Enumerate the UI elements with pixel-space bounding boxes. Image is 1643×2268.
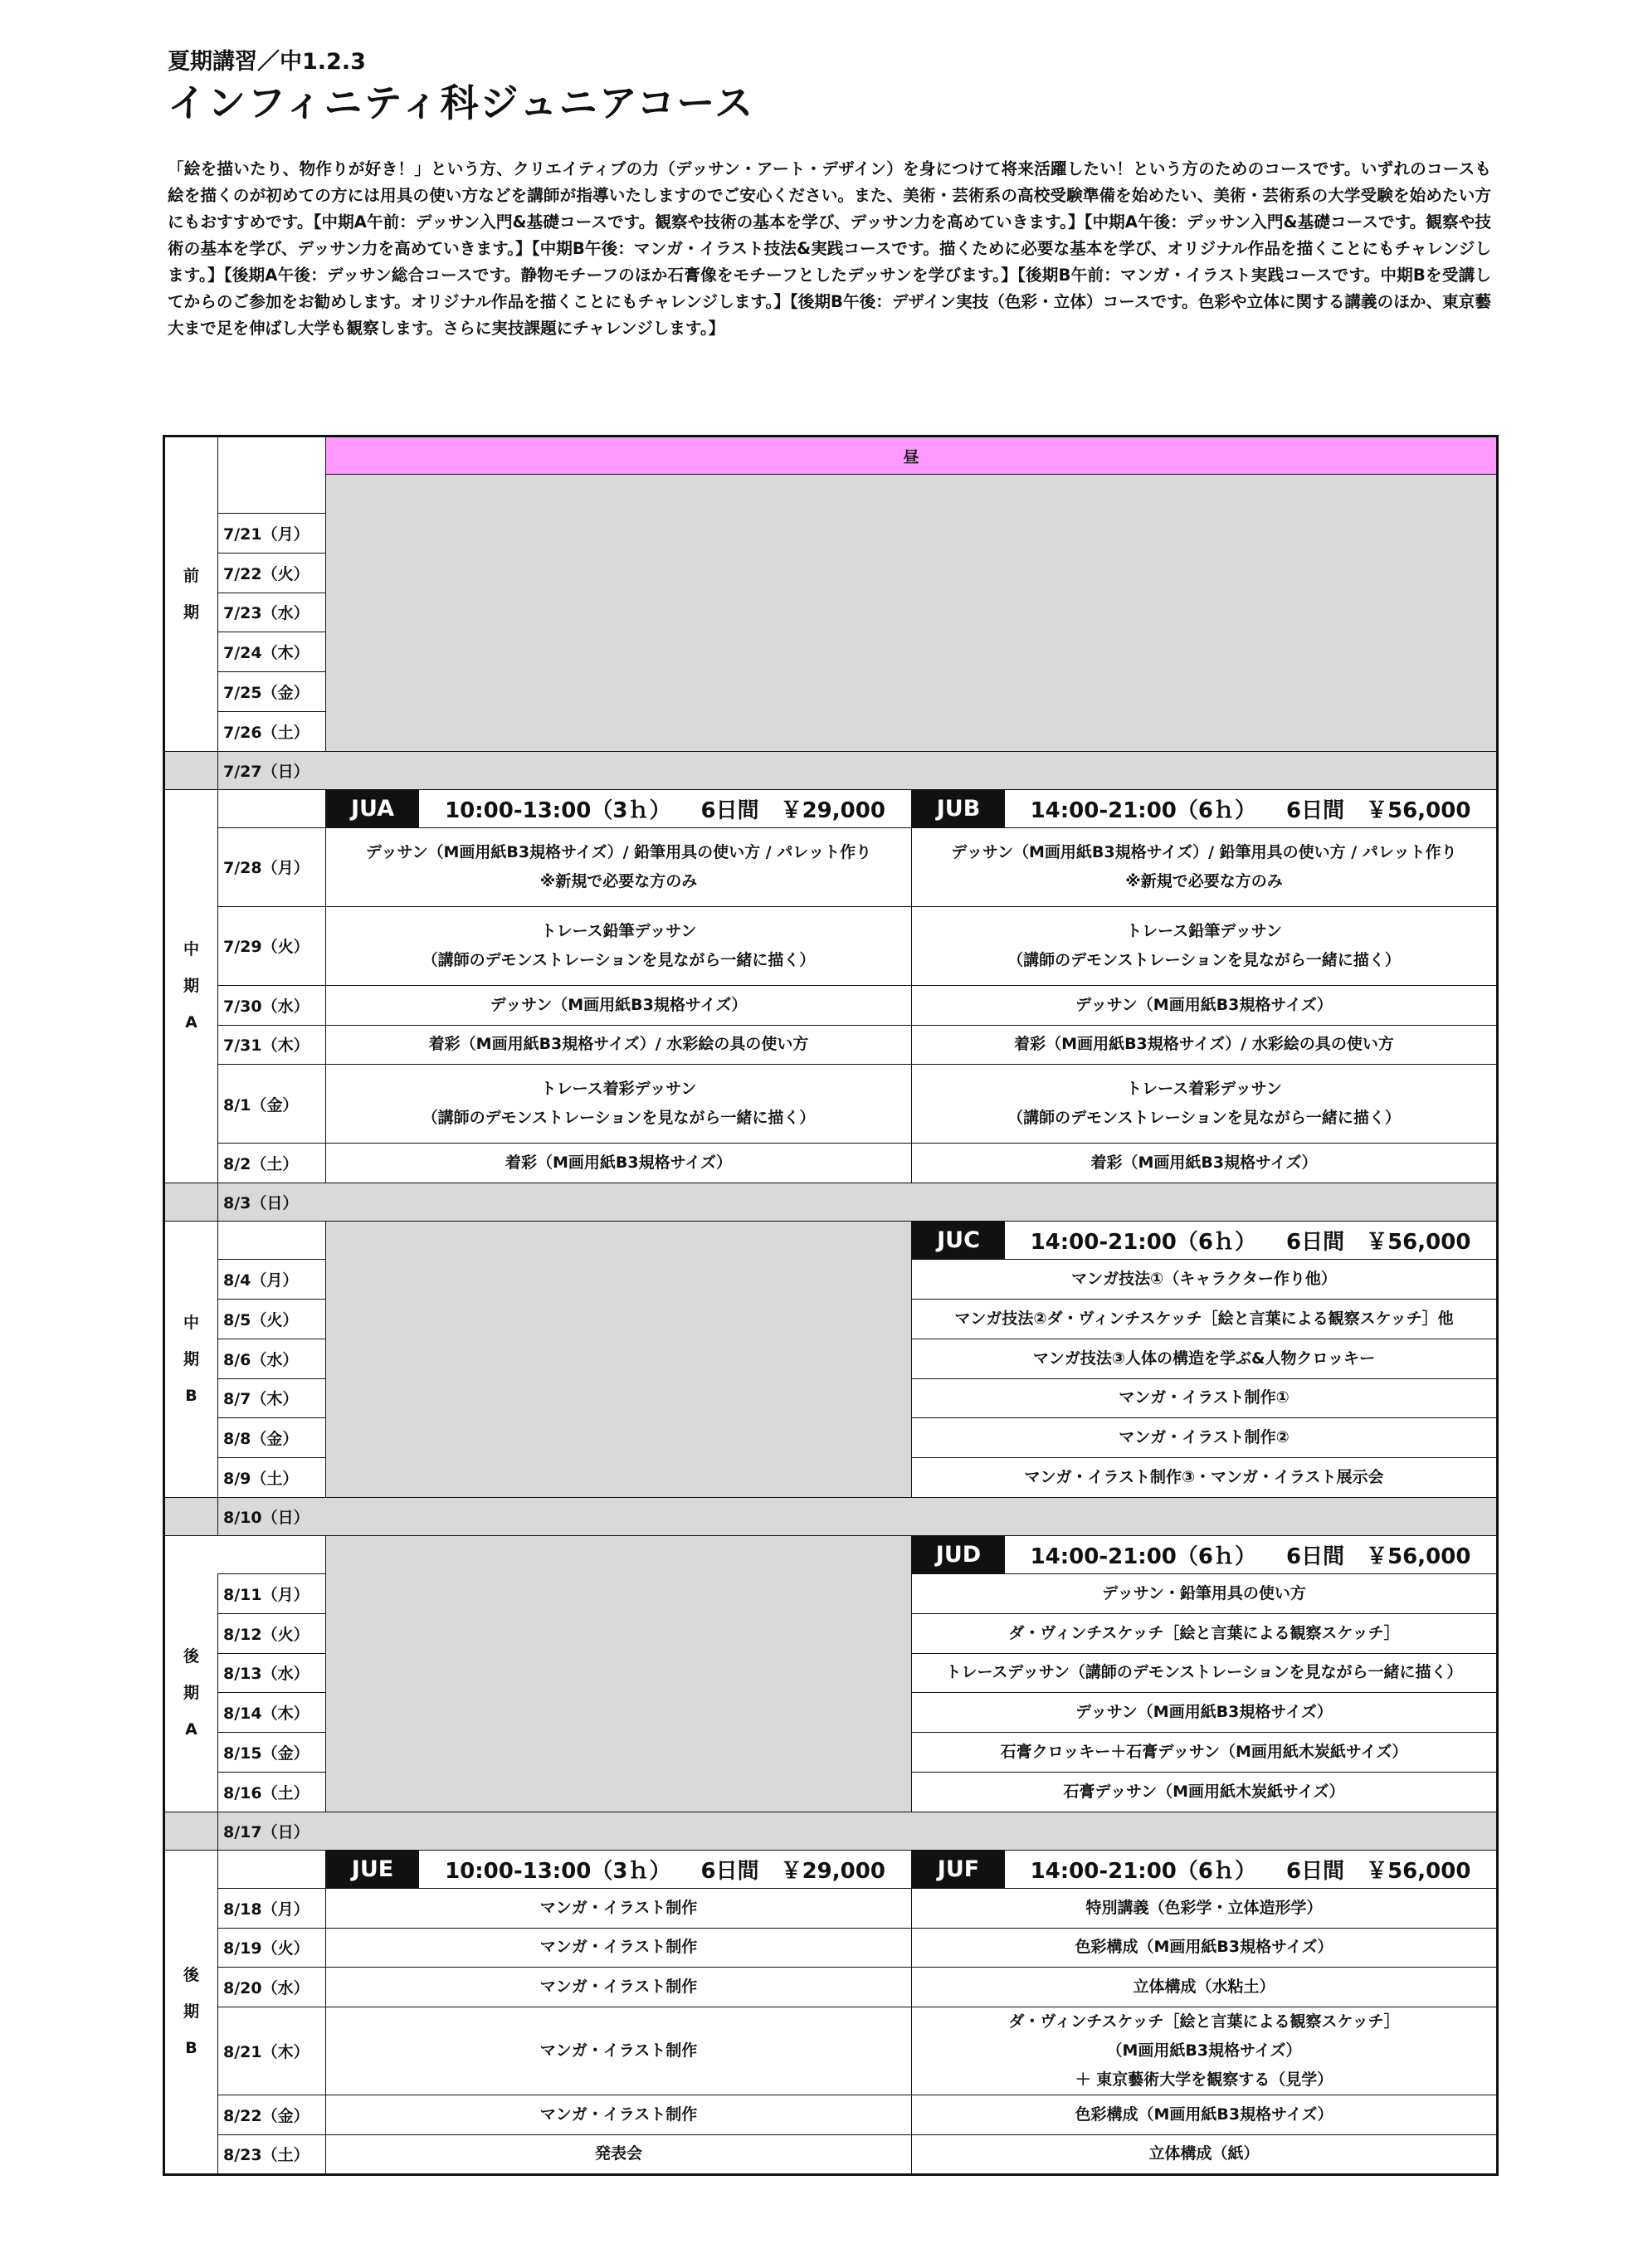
course-time: 14:00-21:00（6ｈ） (1030, 1544, 1256, 1569)
course-days: 6日間 (1285, 1230, 1345, 1256)
session-text: ダ・ヴィンチスケッチ［絵と言葉による観察スケッチ］ (1008, 2012, 1400, 2031)
schedule-row (164, 1968, 1498, 2007)
session-text: マンガ・イラスト制作 (539, 2105, 698, 2124)
session-text: 発表会 (594, 2144, 642, 2163)
off-day-row (164, 1812, 1498, 1850)
date-cell: 7/25（金） (218, 672, 326, 712)
date-cell: 8/18（月） (218, 1888, 326, 1928)
term-char: 期 (183, 2002, 199, 2022)
course-info (419, 793, 911, 824)
date-cell: 7/29（火） (218, 906, 326, 985)
term-char: A (185, 1719, 197, 1739)
pm-session (912, 906, 1498, 985)
session-text: 立体構成（紙） (1148, 2144, 1260, 2163)
pm-session (912, 1968, 1498, 2007)
pm-session (912, 1260, 1498, 1300)
session-text: 石膏クロッキー＋石膏デッサン（M画用紙木炭紙サイズ） (1000, 1743, 1408, 1762)
pm-session (912, 1928, 1498, 1968)
pm-session (912, 1888, 1498, 1928)
term-char: A (185, 1013, 197, 1032)
term-char: 前 (183, 566, 199, 585)
pm-session (912, 1418, 1498, 1458)
pm-session (912, 1733, 1498, 1773)
session-text: デッサン（M画用紙B3規格サイズ）/ 鉛筆用具の使い方 / パレット作り (365, 842, 872, 861)
empty-block (326, 1535, 912, 1812)
date-cell: 8/1（金） (218, 1065, 326, 1144)
course-time: 14:00-21:00（6ｈ） (1030, 1230, 1256, 1256)
session-text: トレース鉛筆デッサン (1126, 921, 1282, 940)
pm-session (912, 1025, 1498, 1065)
term-char: 期 (183, 1683, 199, 1702)
off-day: 8/17（日） (218, 1812, 1498, 1850)
am-session (326, 1065, 912, 1144)
session-text: デッサン（M画用紙B3規格サイズ） (1075, 995, 1333, 1014)
session-text: デッサン（M画用紙B3規格サイズ）/ 鉛筆用具の使い方 / パレット作り (951, 842, 1457, 861)
am-session (326, 2007, 912, 2095)
course-info (419, 1854, 911, 1885)
pm-session (912, 1693, 1498, 1733)
date-cell: 7/22（火） (218, 553, 326, 593)
course-price: ￥56,000 (1366, 1230, 1471, 1256)
session-text: （講師のデモンストレーションを見ながら一緒に描く） (1007, 950, 1401, 969)
course-subtitle: 夏期講習／中1.2.3 (168, 49, 366, 75)
date-cell: 8/23（土） (218, 2134, 326, 2174)
course-header-jua (326, 789, 912, 827)
pm-session (912, 1573, 1498, 1613)
schedule-row (164, 2134, 1498, 2174)
empty-block (326, 1222, 912, 1498)
date-cell: 8/5（火） (218, 1299, 326, 1339)
term-label (164, 1222, 218, 1498)
course-description: 「絵を描いたり、物作りが好き！」という方、クリエイティブの力（デッサン・アート・デザイン）を身につけて将来活躍したい！という方のためのコースです。いずれのコースも絵を描くのが初めての方には用具の使い方などを講師が指導いたしますのでご安心ください。また、美術・芸術系の高校受験準備を始めたい、美術・芸術系の大学受験を始めたい方にもおすすめです。【中期A午前：デッサン入門&基礎コースです。観察や技術の基本を学び、デッサン力を高めていきます。】【中期A午後：デッサン入門&基礎コースです。観察や技術の基本を学び、デッサン力を高めていきます。】【中期B午後：マンガ・イラスト技法&実践コースです。描くために必要な基本を学び、オリジナル作品を描くことにもチャレンジします。】【後期A午後：デッサン総合コースです。静物モチーフのほか石膏像をモチーフとしたデッサンを学びます。】【後期B午前：マンガ・イラスト実践コースです。中期Bを受講してからのご参加をお勧めします。オリジナル作品を描くことにもチャレンジします。】【後期B午後：デザイン実技（色彩・立体）コースです。色彩や立体に関する講義のほか、東京藝大まで足を伸ばし大学も観察します。さらに実技課題にチャレンジします。】 (168, 159, 1491, 338)
session-text: 特別講義（色彩学・立体造形学） (1085, 1898, 1323, 1917)
date-cell: 7/26（土） (218, 711, 326, 751)
schedule-row (164, 789, 1498, 827)
course-code: JUA (326, 790, 419, 827)
schedule-row (164, 2007, 1498, 2095)
session-text: マンガ・イラスト制作 (539, 1978, 698, 1997)
session-text: デッサン（M画用紙B3規格サイズ） (490, 995, 748, 1014)
am-session (326, 2134, 912, 2174)
session-text: デッサン（M画用紙B3規格サイズ） (1075, 1703, 1333, 1722)
pm-session (912, 1458, 1498, 1498)
course-header-jud (912, 1535, 1498, 1573)
session-text: （講師のデモンストレーションを見ながら一緒に描く） (422, 1109, 816, 1128)
session-text: 色彩構成（M画用紙B3規格サイズ） (1075, 1938, 1333, 1957)
course-code: JUB (912, 790, 1005, 827)
pm-session (912, 1339, 1498, 1378)
session-text: マンガ・イラスト制作① (1119, 1388, 1290, 1407)
off-day: 8/10（日） (218, 1497, 1498, 1535)
am-session (326, 827, 912, 906)
date-cell: 7/28（月） (218, 827, 326, 906)
off-day-row (164, 1183, 1498, 1222)
am-session (326, 1888, 912, 1928)
schedule-row (164, 1928, 1498, 1968)
course-info (1005, 793, 1496, 824)
schedule-row (164, 1535, 1498, 1573)
session-text: ※新規で必要な方のみ (1125, 871, 1283, 890)
off-day: 8/3（日） (218, 1183, 1498, 1222)
course-code: JUE (326, 1851, 419, 1888)
date-cell: 8/22（金） (218, 2095, 326, 2135)
date-cell: 8/2（土） (218, 1144, 326, 1183)
schedule-row (164, 1222, 1498, 1260)
am-session (326, 906, 912, 985)
pm-session (912, 2134, 1498, 2174)
term-label (164, 1573, 218, 1812)
course-price: ￥56,000 (1366, 1858, 1471, 1884)
date-cell: 8/9（土） (218, 1458, 326, 1498)
noon-header: 昼 (326, 437, 1498, 475)
session-text: ＋ 東京藝術大学を観察する（見学） (1075, 2070, 1333, 2090)
date-cell: 8/15（金） (218, 1733, 326, 1773)
session-text: 着彩（M画用紙B3規格サイズ）/ 水彩絵の具の使い方 (428, 1035, 809, 1054)
session-text: 石膏デッサン（M画用紙木炭紙サイズ） (1063, 1782, 1345, 1801)
course-code: JUD (912, 1536, 1005, 1573)
page-title: インフィニティ科ジュニアコース (168, 80, 755, 125)
term-char: B (185, 2039, 197, 2058)
course-info (1005, 1854, 1496, 1885)
date-cell: 8/7（木） (218, 1378, 326, 1418)
course-header-juc (912, 1222, 1498, 1260)
schedule-row (164, 827, 1498, 906)
date-cell: 8/13（水） (218, 1653, 326, 1693)
date-cell: 8/20（水） (218, 1968, 326, 2007)
pm-session (912, 2007, 1498, 2095)
session-text: マンガ・イラスト制作 (539, 1938, 698, 1957)
am-session (326, 1025, 912, 1065)
course-time: 10:00-13:00（3ｈ） (445, 1858, 671, 1884)
date-cell: 8/12（火） (218, 1613, 326, 1653)
schedule-row (164, 1025, 1498, 1065)
am-session (326, 1144, 912, 1183)
session-text: マンガ技法①（キャラクター作り他） (1071, 1270, 1337, 1289)
pm-session (912, 827, 1498, 906)
off-day: 7/27（日） (218, 751, 1498, 789)
course-price: ￥29,000 (780, 1858, 885, 1884)
session-text: デッサン・鉛筆用具の使い方 (1102, 1583, 1306, 1602)
session-text: マンガ・イラスト制作 (539, 1898, 698, 1917)
pm-session (912, 1144, 1498, 1183)
schedule-row (164, 1850, 1498, 1888)
am-session (326, 2095, 912, 2135)
schedule-row (164, 1065, 1498, 1144)
course-time: 10:00-13:00（3ｈ） (445, 797, 671, 823)
term-label (164, 789, 218, 1183)
date-cell: 8/16（土） (218, 1772, 326, 1812)
session-text: 着彩（M画用紙B3規格サイズ） (505, 1154, 733, 1173)
course-days: 6日間 (1285, 1858, 1345, 1884)
date-cell: 8/14（木） (218, 1693, 326, 1733)
date-cell: 7/30（水） (218, 985, 326, 1025)
pm-session (912, 1299, 1498, 1339)
course-time: 14:00-21:00（6ｈ） (1030, 1858, 1256, 1884)
course-info (1005, 1539, 1496, 1570)
term-char: 期 (183, 602, 199, 622)
date-cell: 7/31（木） (218, 1025, 326, 1065)
pm-session (912, 2095, 1498, 2135)
course-price: ￥56,000 (1366, 1544, 1471, 1569)
session-text: トレース着彩デッサン (540, 1080, 697, 1099)
course-days: 6日間 (1285, 1544, 1345, 1569)
session-text: マンガ・イラスト制作 (539, 2041, 698, 2061)
schedule-row (164, 985, 1498, 1025)
date-cell: 8/4（月） (218, 1260, 326, 1300)
term-char: 中 (183, 940, 199, 959)
term-char: 期 (183, 977, 199, 996)
course-code: JUF (912, 1851, 1005, 1888)
course-code: JUC (912, 1222, 1005, 1259)
pm-session (912, 1653, 1498, 1693)
term-char: 後 (183, 1966, 199, 1985)
term-char: 中 (183, 1314, 199, 1333)
date-cell: 8/6（水） (218, 1339, 326, 1378)
term-char: B (185, 1387, 197, 1406)
course-info (1005, 1225, 1496, 1256)
pm-session (912, 1065, 1498, 1144)
schedule-row (164, 1888, 1498, 1928)
schedule-row (164, 2095, 1498, 2135)
date-cell: 7/24（木） (218, 632, 326, 672)
session-text: マンガ・イラスト制作③・マンガ・イラスト展示会 (1024, 1468, 1384, 1487)
session-text: トレース着彩デッサン (1126, 1080, 1282, 1099)
schedule-row (164, 906, 1498, 985)
course-days: 6日間 (1285, 797, 1345, 823)
off-day-row (164, 751, 1498, 789)
pm-session (912, 1613, 1498, 1653)
date-cell: 8/11（月） (218, 1573, 326, 1613)
off-day-row (164, 1497, 1498, 1535)
pm-session (912, 985, 1498, 1025)
term-label (164, 437, 218, 752)
session-text: 色彩構成（M画用紙B3規格サイズ） (1075, 2105, 1333, 2124)
term-char: 期 (183, 1350, 199, 1369)
term-char: 後 (183, 1646, 199, 1666)
session-text: 着彩（M画用紙B3規格サイズ） (1090, 1154, 1318, 1173)
session-text: マンガ・イラスト制作② (1119, 1428, 1290, 1447)
course-header-jub (912, 789, 1498, 827)
session-text: （講師のデモンストレーションを見ながら一緒に描く） (1007, 1109, 1401, 1128)
date-cell: 8/19（火） (218, 1928, 326, 1968)
date-cell: 7/23（水） (218, 593, 326, 632)
course-days: 6日間 (700, 797, 759, 823)
schedule-row (164, 437, 1498, 475)
am-session (326, 985, 912, 1025)
session-text: マンガ技法②ダ・ヴィンチスケッチ［絵と言葉による観察スケッチ］他 (954, 1309, 1454, 1328)
session-text: ※新規で必要な方のみ (539, 871, 698, 890)
pm-session (912, 1378, 1498, 1418)
course-time: 14:00-21:00（6ｈ） (1030, 797, 1256, 823)
date-cell: 8/21（木） (218, 2007, 326, 2095)
schedule-table (163, 435, 1499, 2176)
course-days: 6日間 (700, 1858, 759, 1884)
course-header-jue (326, 1850, 912, 1888)
am-session (326, 1928, 912, 1968)
session-text: ダ・ヴィンチスケッチ［絵と言葉による観察スケッチ］ (1008, 1623, 1400, 1642)
session-text: マンガ技法③人体の構造を学ぶ&人物クロッキー (1032, 1349, 1376, 1368)
date-cell: 8/8（金） (218, 1418, 326, 1458)
am-session (326, 1968, 912, 2007)
session-text: 着彩（M画用紙B3規格サイズ）/ 水彩絵の具の使い方 (1014, 1035, 1394, 1054)
course-price: ￥56,000 (1366, 797, 1471, 823)
pm-session (912, 1772, 1498, 1812)
empty-block (326, 475, 1498, 752)
course-price: ￥29,000 (780, 797, 885, 823)
session-text: （M画用紙B3規格サイズ） (1106, 2041, 1302, 2061)
session-text: トレースデッサン（講師のデモンストレーションを見ながら一緒に描く） (945, 1663, 1463, 1682)
session-text: （講師のデモンストレーションを見ながら一緒に描く） (422, 950, 816, 969)
term-label (164, 1850, 218, 2174)
session-text: トレース鉛筆デッサン (540, 921, 697, 940)
session-text: 立体構成（水粘土） (1133, 1978, 1275, 1997)
schedule-row (164, 1144, 1498, 1183)
date-cell: 7/21（月） (218, 514, 326, 554)
course-header-juf (912, 1850, 1498, 1888)
